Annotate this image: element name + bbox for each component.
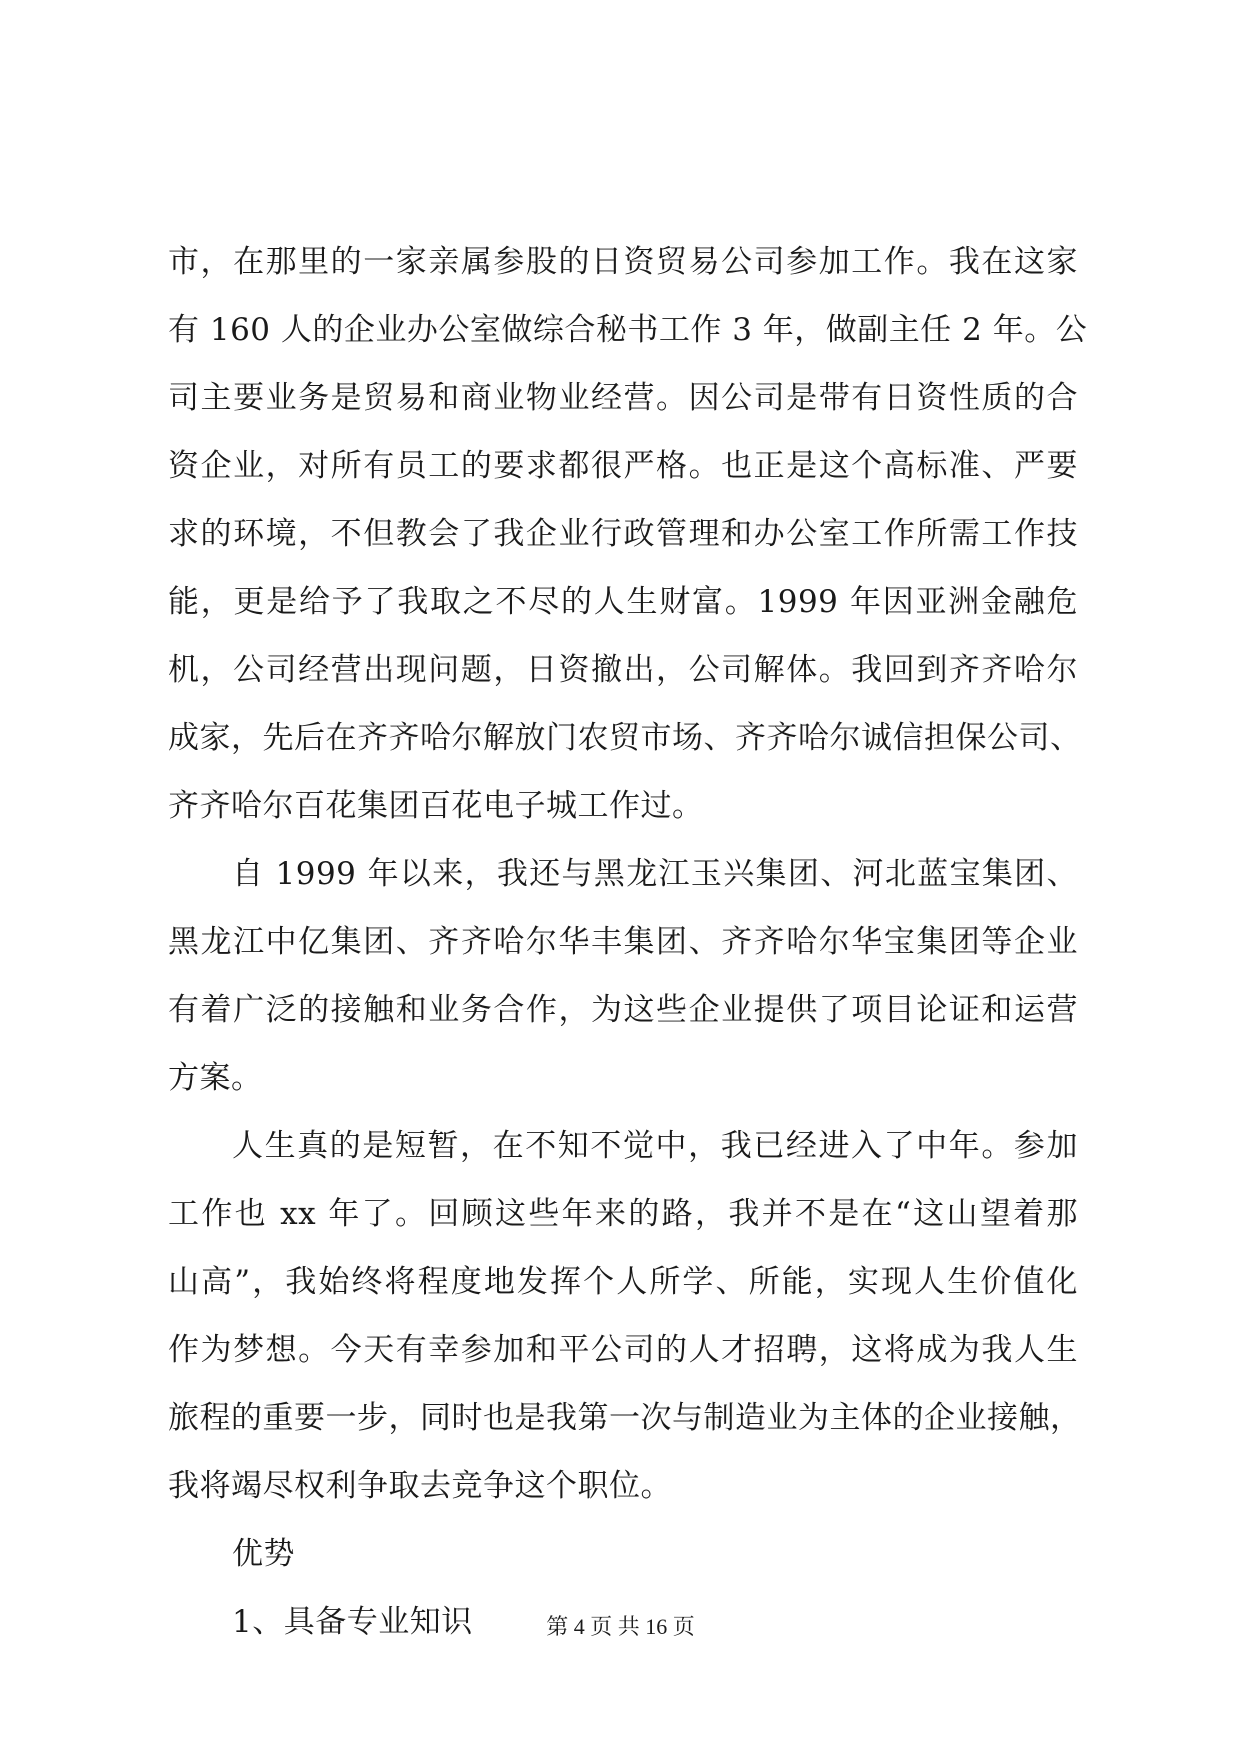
text-line: 资企业，对所有员工的要求都很严格。也正是这个高标准、严要 [168, 448, 1078, 484]
text-line: 山高”，我始终将程度地发挥个人所学、所能，实现人生价值化 [168, 1264, 1078, 1300]
text-line: 黑龙江中亿集团、齐齐哈尔华丰集团、齐齐哈尔华宝集团等企业 [168, 924, 1078, 960]
section-heading: 优势 [232, 1536, 295, 1572]
text-line: 旅程的重要一步，同时也是我第一次与制造业为主体的企业接触， [168, 1400, 1082, 1436]
text-line: 我将竭尽权利争取去竞争这个职位。 [168, 1468, 672, 1504]
text-line: 求的环境，不但教会了我企业行政管理和办公室工作所需工作技 [168, 516, 1078, 552]
text-line: 齐齐哈尔百花集团百花电子城工作过。 [168, 788, 704, 824]
text-line: 能，更是给予了我取之不尽的人生财富。1999 年因亚洲金融危 [168, 584, 1078, 620]
text-line: 成家，先后在齐齐哈尔解放门农贸市场、齐齐哈尔诚信担保公司、 [168, 720, 1082, 756]
text-line: 机，公司经营出现问题，日资撤出，公司解体。我回到齐齐哈尔 [168, 652, 1078, 688]
text-line: 方案。 [168, 1060, 263, 1096]
document-body [168, 228, 1088, 1656]
paragraph-start-line: 自 1999 年以来，我还与黑龙江玉兴集团、河北蓝宝集团、 [232, 856, 1078, 892]
paragraph-start-line: 人生真的是短暂，在不知不觉中，我已经进入了中年。参加 [232, 1128, 1078, 1164]
page-number-footer: 第 4 页 共 16 页 [546, 1614, 695, 1639]
numbered-heading: 1、具备专业知识 [232, 1604, 473, 1640]
text-line: 有着广泛的接触和业务合作，为这些企业提供了项目论证和运营 [168, 992, 1078, 1028]
text-line: 司主要业务是贸易和商业物业经营。因公司是带有日资性质的合 [168, 380, 1078, 416]
text-line: 作为梦想。今天有幸参加和平公司的人才招聘，这将成为我人生 [168, 1332, 1078, 1368]
text-line: 有 160 人的企业办公室做综合秘书工作 3 年，做副主任 2 年。公 [168, 312, 1088, 348]
text-line: 工作也 xx 年了。回顾这些年来的路，我并不是在“这山望着那 [168, 1196, 1078, 1232]
text-line: 市，在那里的一家亲属参股的日资贸易公司参加工作。我在这家 [168, 244, 1078, 280]
